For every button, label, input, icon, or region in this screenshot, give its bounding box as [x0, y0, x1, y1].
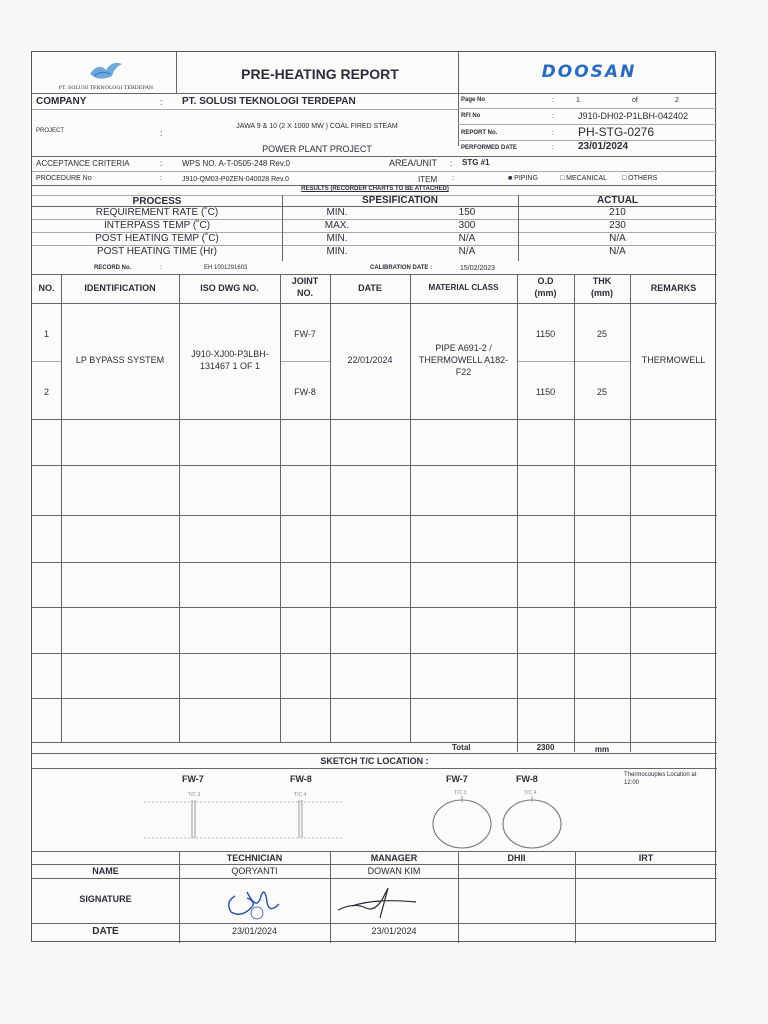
- row-identification: LP BYPASS SYSTEM: [75, 355, 165, 366]
- company-logo: [40, 58, 172, 94]
- spec-row-value: 150: [458, 207, 476, 218]
- total-label: Total: [452, 743, 471, 752]
- acceptance-criteria-value: WPS NO. A-T-0505-248 Rev.0: [182, 159, 290, 168]
- col-header-identification: IDENTIFICATION: [84, 282, 156, 293]
- item-colon: :: [452, 175, 454, 182]
- sketch-fw8-right: FW-8: [516, 774, 538, 784]
- dhii-header: DHII: [507, 853, 526, 863]
- technician-signature: [217, 882, 287, 924]
- acceptance-criteria-label: ACCEPTANCE CRITERIA: [36, 159, 130, 168]
- pipe-section-sketch: [428, 790, 568, 852]
- company-logo-text: PT. SOLUSI TEKNOLOGI TERDEPAN: [58, 85, 154, 91]
- spec-row-process: INTERPASS TEMP (˚C): [103, 220, 211, 231]
- record-no-label: RECORD No.: [94, 265, 132, 271]
- calibration-date-value: 15/02/2023: [460, 265, 496, 272]
- pipe-side-view-icon: [144, 792, 344, 842]
- page-of-label: of: [632, 97, 638, 104]
- specification-header: SPESIFICATION: [362, 195, 438, 206]
- spec-row-limit: MAX.: [324, 220, 350, 231]
- col-header-material: MATERIAL CLASS: [428, 283, 499, 293]
- row-2-no: 2: [44, 387, 50, 397]
- row-date: 22/01/2024: [347, 355, 393, 366]
- col-header-thk: THK (mm): [591, 276, 613, 298]
- sketch-fw7-right: FW-7: [446, 774, 468, 784]
- pipe-side-sketch: [144, 792, 344, 842]
- acceptance-criteria-colon: :: [160, 159, 163, 168]
- sketch-fw7-left: FW-7: [182, 774, 204, 784]
- calibration-date-label: CALIBRATION DATE :: [370, 265, 433, 271]
- results-note: RESULTS (RECORDER CHARTS TO BE ATTACHED): [301, 186, 449, 192]
- company-label: COMPANY: [36, 96, 87, 107]
- pipe-cross-section-icon: [428, 790, 568, 852]
- report-title: PRE-HEATING REPORT: [241, 66, 399, 82]
- page-no-colon: :: [552, 97, 554, 104]
- spec-row-value: 300: [458, 220, 476, 231]
- spec-row-value: N/A: [458, 246, 476, 257]
- area-unit-label: AREA/UNIT: [389, 158, 438, 168]
- row-1-od: 1150: [535, 329, 556, 339]
- project-colon: :: [160, 128, 163, 138]
- tc-label-1: T/C 3: [188, 792, 201, 798]
- tc-label-2: T/C 4: [294, 792, 307, 798]
- signature-label: SIGNATURE: [79, 894, 132, 904]
- technician-name: QORYANTI: [231, 866, 278, 876]
- row-2-od: 1150: [535, 387, 556, 397]
- area-unit-value: STG #1: [462, 158, 490, 167]
- project-label: PROJECT: [36, 128, 65, 134]
- item-option-mecanical[interactable]: □ MECANICAL: [560, 175, 608, 182]
- row-1-no: 1: [44, 329, 50, 339]
- company-colon: :: [160, 97, 163, 107]
- row-2-joint: FW-8: [294, 387, 316, 397]
- spec-row-limit: MIN.: [326, 233, 348, 244]
- report-no-value: PH-STG-0276: [578, 125, 655, 139]
- row-iso-dwg: J910-XJ00-P3LBH-131467 1 OF 1: [191, 349, 269, 371]
- spec-row-actual: 210: [609, 207, 626, 218]
- manager-date: 23/01/2024: [371, 926, 417, 936]
- rfi-no-label: RFI No: [461, 113, 481, 119]
- item-label: ITEM: [418, 175, 438, 184]
- row-remarks: THERMOWELL: [641, 355, 706, 366]
- procedure-colon: :: [160, 175, 162, 182]
- actual-header: ACTUAL: [596, 195, 639, 206]
- process-header: PROCESS: [132, 196, 182, 207]
- spec-row-process: POST HEATING TEMP (˚C): [95, 233, 219, 244]
- name-label: NAME: [92, 866, 119, 876]
- doosan-brand-logo: DOOSAN: [541, 62, 637, 82]
- page-no-label: Page No: [461, 97, 486, 103]
- col-header-joint: JOINT NO.: [291, 276, 319, 298]
- performed-date-label: PERFORMED DATE: [461, 145, 517, 151]
- page-total-value: 2: [675, 97, 679, 104]
- technician-date: 23/01/2024: [231, 926, 278, 936]
- manager-signature: [332, 884, 422, 920]
- item-option-piping[interactable]: ■ PIPING: [508, 175, 538, 182]
- col-header-no: NO.: [38, 282, 55, 293]
- technician-header: TECHNICIAN: [226, 853, 283, 863]
- spec-row-process: REQUIREMENT RATE (˚C): [95, 207, 219, 218]
- manager-name: DOWAN KIM: [367, 866, 421, 876]
- procedure-label: PROCEDURE No: [36, 175, 92, 182]
- record-no-value: EH 1001291603: [204, 265, 248, 271]
- item-option-others[interactable]: □ OTHERS: [622, 175, 658, 182]
- record-no-colon: :: [160, 265, 162, 271]
- technician-signature-icon: [217, 882, 287, 924]
- pre-heating-report-form: [31, 51, 716, 942]
- spec-row-value: N/A: [458, 233, 476, 244]
- total-value: 2300: [536, 743, 555, 752]
- manager-header: MANAGER: [370, 853, 418, 863]
- report-no-colon: :: [552, 130, 554, 137]
- bird-logo-icon: [86, 58, 126, 82]
- col-header-date: DATE: [358, 282, 382, 293]
- tc-label-4: T/C 4: [524, 790, 537, 796]
- area-unit-colon: :: [450, 159, 453, 168]
- company-value: PT. SOLUSI TEKNOLOGI TERDEPAN: [182, 96, 356, 107]
- spec-row-actual: N/A: [609, 233, 626, 244]
- spec-row-actual: N/A: [609, 246, 626, 257]
- sketch-fw8-left: FW-8: [290, 774, 312, 784]
- project-value-line-1: JAWA 9 & 10 (2 X 1000 MW ) COAL FIRED STEAM: [236, 123, 398, 130]
- spec-row-actual: 230: [609, 220, 626, 231]
- row-material: PIPE A691-2 / THERMOWELL A182-F22: [418, 343, 509, 377]
- row-1-joint: FW-7: [294, 329, 316, 339]
- manager-signature-icon: [332, 884, 422, 920]
- col-header-iso-dwg: ISO DWG NO.: [200, 282, 259, 293]
- performed-date-colon: :: [552, 144, 554, 151]
- rfi-no-value: J910-DH02-P1LBH-042402: [578, 111, 689, 121]
- date-label: DATE: [92, 926, 119, 937]
- row-2-thk: 25: [596, 387, 607, 397]
- spec-row-limit: MIN.: [326, 246, 348, 257]
- spec-row-limit: MIN.: [326, 207, 348, 218]
- page-no-value: 1: [576, 97, 580, 104]
- sketch-title: SKETCH T/C LOCATION :: [320, 756, 429, 766]
- total-unit: mm: [594, 745, 610, 754]
- procedure-value: J910-QM03-P0ZEN-040028 Rev.0: [182, 176, 289, 183]
- project-value-line-2: POWER PLANT PROJECT: [262, 144, 372, 154]
- spec-row-process: POST HEATING TIME (Hr): [96, 246, 217, 257]
- rfi-no-colon: :: [552, 113, 554, 120]
- col-header-remarks: REMARKS: [650, 282, 697, 293]
- col-header-od: O.D (mm): [534, 276, 557, 298]
- performed-date-value: 23/01/2024: [578, 141, 629, 152]
- sketch-thermocouple-note: Thermocouples Location at 12:00: [624, 772, 697, 786]
- row-1-thk: 25: [596, 329, 607, 339]
- tc-label-3: T/C 3: [454, 790, 467, 796]
- report-no-label: REPORT No.: [461, 130, 498, 136]
- irt-header: IRT: [638, 853, 654, 863]
